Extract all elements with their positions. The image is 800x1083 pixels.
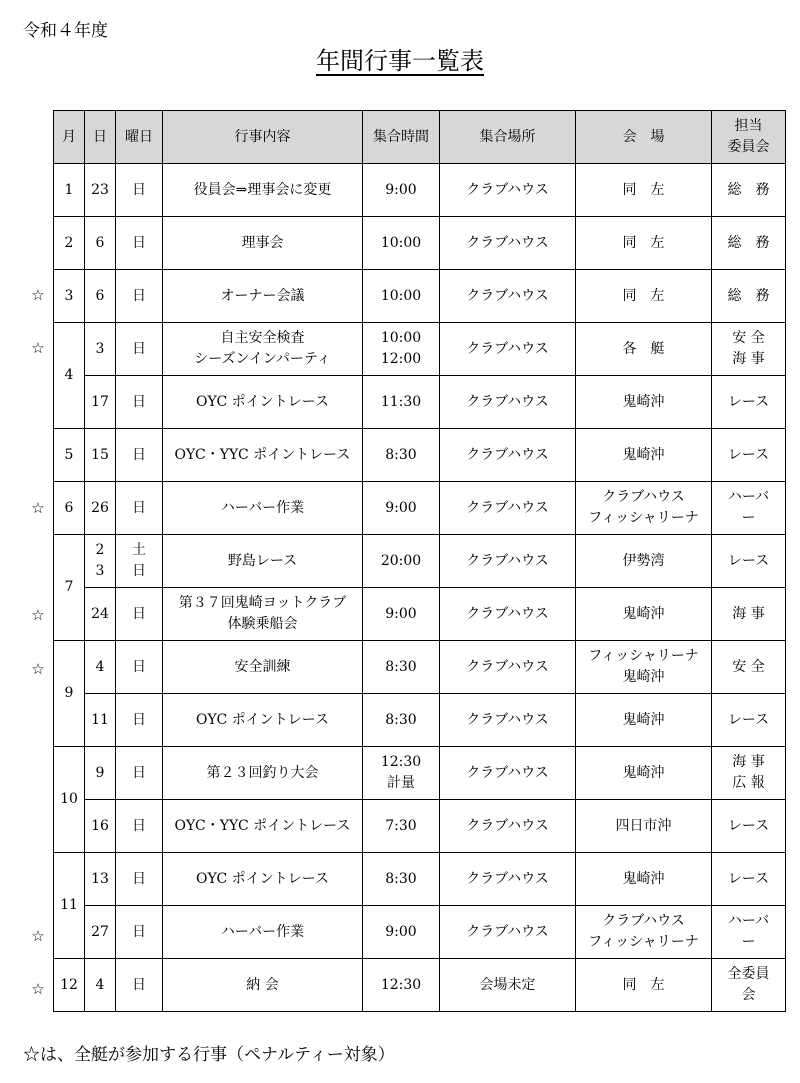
table-row <box>54 588 786 641</box>
weekday-cell: 日 <box>116 482 163 535</box>
table-row <box>54 164 786 217</box>
venue-cell: 鬼崎沖 <box>576 376 712 429</box>
day-cell: 4 <box>85 641 116 694</box>
month-cell: 7 <box>54 535 85 641</box>
meeting-place-cell: クラブハウス <box>440 588 576 641</box>
day-cell: 16 <box>85 800 116 853</box>
col-header-venue: 会 場 <box>576 111 712 164</box>
venue-cell: 鬼崎沖 <box>576 694 712 747</box>
weekday-cell: 日 <box>116 270 163 323</box>
day-cell: 6 <box>85 217 116 270</box>
meeting-place-cell: クラブハウス <box>440 164 576 217</box>
day-cell: 23 <box>85 164 116 217</box>
table-row <box>54 747 786 800</box>
time-cell: 8:30 <box>363 853 440 906</box>
star-marker: ☆ <box>31 659 45 678</box>
committee-cell: レース <box>712 800 786 853</box>
table-header-row <box>54 111 786 164</box>
meeting-place-cell: クラブハウス <box>440 747 576 800</box>
meeting-place-cell: クラブハウス <box>440 535 576 588</box>
day-cell: 9 <box>85 747 116 800</box>
star-marker: ☆ <box>31 606 45 625</box>
weekday-cell: 日 <box>116 376 163 429</box>
meeting-place-cell: クラブハウス <box>440 270 576 323</box>
committee-cell: 総 務 <box>712 164 786 217</box>
event-cell: ハーバー作業 <box>163 906 363 959</box>
star-marker: ☆ <box>31 499 45 518</box>
committee-cell: 海 事 広 報 <box>712 747 786 800</box>
day-cell: 2 3 <box>85 535 116 588</box>
day-cell: 26 <box>85 482 116 535</box>
meeting-place-cell: クラブハウス <box>440 376 576 429</box>
time-cell: 20:00 <box>363 535 440 588</box>
event-cell: OYC ポイントレース <box>163 694 363 747</box>
venue-cell: フィッシャリーナ 鬼崎沖 <box>576 641 712 694</box>
weekday-cell: 土 日 <box>116 535 163 588</box>
meeting-place-cell: クラブハウス <box>440 429 576 482</box>
table-row <box>54 959 786 1012</box>
time-cell: 9:00 <box>363 482 440 535</box>
day-cell: 11 <box>85 694 116 747</box>
committee-cell: 安 全 海 事 <box>712 323 786 376</box>
venue-cell: 同 左 <box>576 270 712 323</box>
committee-cell: レース <box>712 376 786 429</box>
col-header-weekday: 曜日 <box>116 111 163 164</box>
committee-cell: 総 務 <box>712 217 786 270</box>
committee-cell: レース <box>712 535 786 588</box>
event-cell: 自主安全検査 シーズンインパーティ <box>163 323 363 376</box>
table-row <box>54 535 786 588</box>
day-cell: 24 <box>85 588 116 641</box>
event-cell: OYC・YYC ポイントレース <box>163 429 363 482</box>
col-header-month: 月 <box>54 111 85 164</box>
table-row <box>54 482 786 535</box>
day-cell: 15 <box>85 429 116 482</box>
time-cell: 9:00 <box>363 588 440 641</box>
table-row <box>54 217 786 270</box>
venue-cell: 同 左 <box>576 217 712 270</box>
event-cell: 役員会⇒理事会に変更 <box>163 164 363 217</box>
meeting-place-cell: クラブハウス <box>440 906 576 959</box>
committee-cell: 海 事 <box>712 588 786 641</box>
event-cell: 第２３回釣り大会 <box>163 747 363 800</box>
weekday-cell: 日 <box>116 959 163 1012</box>
col-header-event: 行事内容 <box>163 111 363 164</box>
time-cell: 8:30 <box>363 429 440 482</box>
venue-cell: 同 左 <box>576 959 712 1012</box>
weekday-cell: 日 <box>116 217 163 270</box>
venue-cell: 同 左 <box>576 164 712 217</box>
event-cell: OYC ポイントレース <box>163 853 363 906</box>
month-cell: 6 <box>54 482 85 535</box>
meeting-place-cell: クラブハウス <box>440 323 576 376</box>
col-header-time: 集合時間 <box>363 111 440 164</box>
table-row <box>54 641 786 694</box>
weekday-cell: 日 <box>116 694 163 747</box>
event-cell: 理事会 <box>163 217 363 270</box>
month-cell: 11 <box>54 853 85 959</box>
weekday-cell: 日 <box>116 906 163 959</box>
committee-cell: 全委員 会 <box>712 959 786 1012</box>
table-row <box>54 270 786 323</box>
meeting-place-cell: 会場未定 <box>440 959 576 1012</box>
month-cell: 12 <box>54 959 85 1012</box>
weekday-cell: 日 <box>116 164 163 217</box>
weekday-cell: 日 <box>116 588 163 641</box>
meeting-place-cell: クラブハウス <box>440 694 576 747</box>
day-cell: 6 <box>85 270 116 323</box>
table-row <box>54 323 786 376</box>
time-cell: 10:00 <box>363 217 440 270</box>
col-header-committee: 担当 委員会 <box>712 111 786 164</box>
time-cell: 9:00 <box>363 906 440 959</box>
weekday-cell: 日 <box>116 641 163 694</box>
table-row <box>54 429 786 482</box>
footnote: ☆は、全艇が参加する行事（ペナルティー対象） <box>23 1045 395 1065</box>
table-row <box>54 800 786 853</box>
meeting-place-cell: クラブハウス <box>440 217 576 270</box>
venue-cell: 鬼崎沖 <box>576 853 712 906</box>
table-row <box>54 853 786 906</box>
meeting-place-cell: クラブハウス <box>440 800 576 853</box>
col-header-meeting-place: 集合場所 <box>440 111 576 164</box>
day-cell: 13 <box>85 853 116 906</box>
time-cell: 12:30 <box>363 959 440 1012</box>
month-cell: 1 <box>54 164 85 217</box>
event-cell: OYC ポイントレース <box>163 376 363 429</box>
weekday-cell: 日 <box>116 429 163 482</box>
venue-cell: クラブハウス フィッシャリーナ <box>576 482 712 535</box>
meeting-place-cell: クラブハウス <box>440 641 576 694</box>
meeting-place-cell: クラブハウス <box>440 853 576 906</box>
month-cell: 5 <box>54 429 85 482</box>
month-cell: 2 <box>54 217 85 270</box>
day-cell: 4 <box>85 959 116 1012</box>
meeting-place-cell: クラブハウス <box>440 482 576 535</box>
day-cell: 3 <box>85 323 116 376</box>
committee-cell: レース <box>712 694 786 747</box>
month-cell: 9 <box>54 641 85 747</box>
day-cell: 27 <box>85 906 116 959</box>
venue-cell: 鬼崎沖 <box>576 747 712 800</box>
committee-cell: 総 務 <box>712 270 786 323</box>
venue-cell: 鬼崎沖 <box>576 588 712 641</box>
committee-cell: ハーバ ー <box>712 482 786 535</box>
star-marker: ☆ <box>31 339 45 358</box>
time-cell: 9:00 <box>363 164 440 217</box>
event-cell: ハーバー作業 <box>163 482 363 535</box>
star-marker: ☆ <box>31 285 45 304</box>
event-cell: 安全訓練 <box>163 641 363 694</box>
month-cell: 4 <box>54 323 85 429</box>
event-cell: オーナー会議 <box>163 270 363 323</box>
table-row <box>54 376 786 429</box>
table-row <box>54 906 786 959</box>
page-title: 年間行事一覧表 <box>316 47 484 75</box>
day-cell: 17 <box>85 376 116 429</box>
time-cell: 10:00 12:00 <box>363 323 440 376</box>
event-cell: 野島レース <box>163 535 363 588</box>
venue-cell: 鬼崎沖 <box>576 429 712 482</box>
star-marker: ☆ <box>31 926 45 945</box>
time-cell: 11:30 <box>363 376 440 429</box>
weekday-cell: 日 <box>116 853 163 906</box>
weekday-cell: 日 <box>116 747 163 800</box>
venue-cell: クラブハウス フィッシャリーナ <box>576 906 712 959</box>
venue-cell: 四日市沖 <box>576 800 712 853</box>
committee-cell: レース <box>712 429 786 482</box>
event-cell: 第３７回鬼崎ヨットクラブ 体験乗船会 <box>163 588 363 641</box>
month-cell: 10 <box>54 747 85 853</box>
committee-cell: レース <box>712 853 786 906</box>
star-marker: ☆ <box>31 980 45 998</box>
time-cell: 10:00 <box>363 270 440 323</box>
fiscal-year-label: 令和４年度 <box>23 21 108 41</box>
time-cell: 8:30 <box>363 694 440 747</box>
committee-cell: 安 全 <box>712 641 786 694</box>
event-cell: OYC・YYC ポイントレース <box>163 800 363 853</box>
time-cell: 8:30 <box>363 641 440 694</box>
time-cell: 12:30 計量 <box>363 747 440 800</box>
weekday-cell: 日 <box>116 800 163 853</box>
venue-cell: 伊勢湾 <box>576 535 712 588</box>
venue-cell: 各 艇 <box>576 323 712 376</box>
event-schedule-table <box>53 110 786 1012</box>
weekday-cell: 日 <box>116 323 163 376</box>
col-header-day: 日 <box>85 111 116 164</box>
committee-cell: ハーバ ー <box>712 906 786 959</box>
time-cell: 7:30 <box>363 800 440 853</box>
event-cell: 納 会 <box>163 959 363 1012</box>
month-cell: 3 <box>54 270 85 323</box>
table-row <box>54 694 786 747</box>
